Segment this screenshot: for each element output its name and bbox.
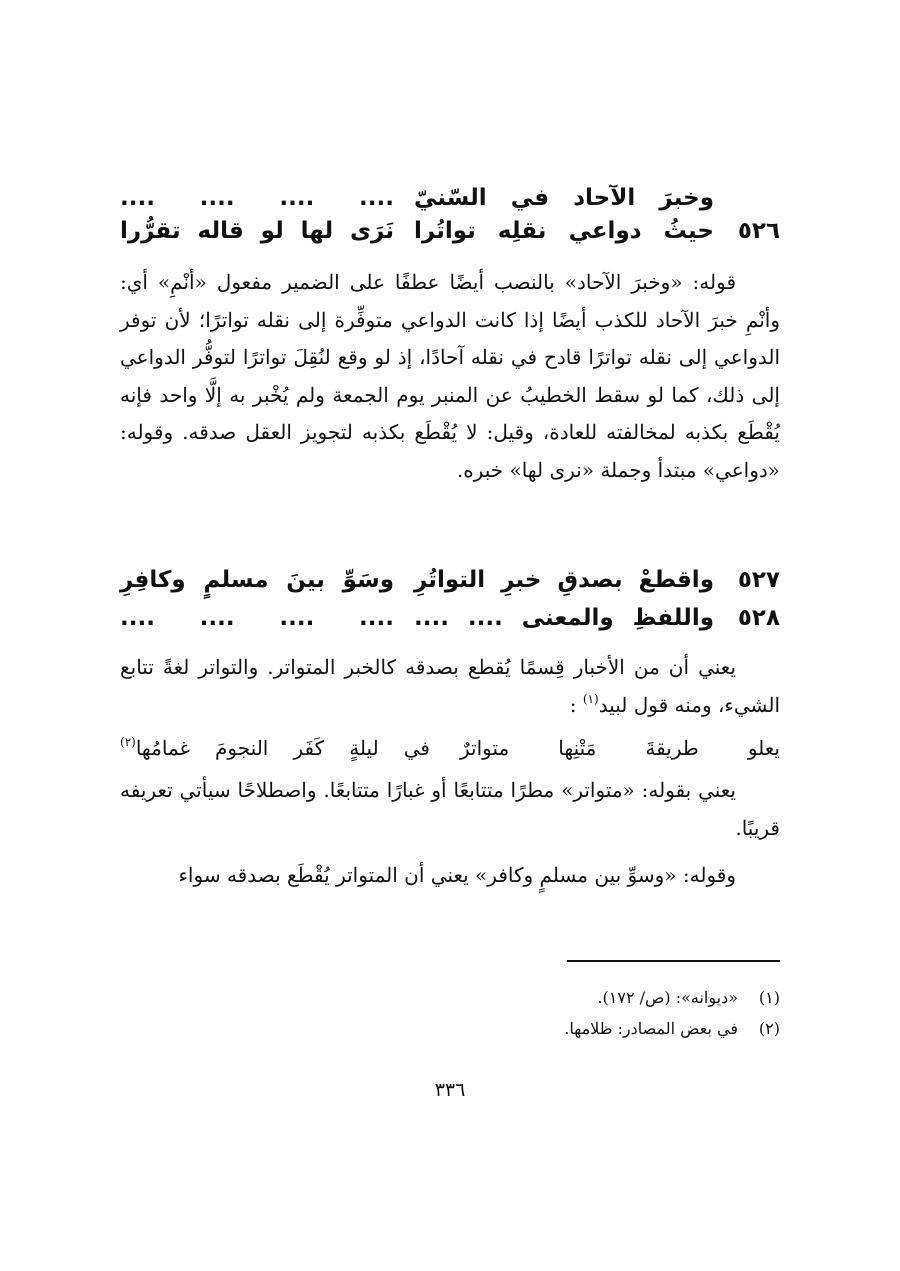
verse-number: ٥٢٦ <box>737 218 780 244</box>
verse-first-hemistich: واللفظِ والمعنى .... .... <box>414 605 714 631</box>
verse-line <box>120 180 780 216</box>
commentary-paragraph <box>120 649 780 724</box>
verse-number: ٥٢٨ <box>737 605 780 631</box>
paragraph-text: يعني أن من الأخبار قِسمًا يُقطع بصدقه كالخبر المتواتر. والتواتر لغةً تتابع الشيء، ومنه قول لبيد <box>120 655 780 717</box>
footnote-reference: (٢) <box>120 735 136 749</box>
cited-verse-second-hemistich <box>120 730 430 766</box>
footnote-divider <box>567 960 780 962</box>
verse-line <box>120 562 780 598</box>
footnote <box>120 1016 780 1042</box>
commentary-paragraph <box>120 772 780 847</box>
verse-number: ٥٢٧ <box>737 567 780 593</box>
cited-verse-first-hemistich: يعلو طريقةَ مَتْنِها متواترٌ <box>460 736 780 760</box>
footnote-text: «ديوانه»: (ص/ ١٧٢). <box>597 988 738 1007</box>
cited-verse <box>120 730 780 766</box>
page-number: ٣٣٦ <box>434 1079 466 1101</box>
paragraph-text: يعني بقوله: «متواتر» مطرًا متتابعًا أو غبارًا متتابعًا. واصطلاحًا سيأتي تعريفه قريبًا. <box>120 778 780 840</box>
footnote-number: (٢) <box>758 1019 780 1038</box>
verse-line <box>120 600 780 636</box>
cited-verse-second-text: في ليلةٍ كَفَر النجومَ غمامُها <box>135 736 430 760</box>
verse-line <box>120 213 780 249</box>
paragraph-text: وقوله: «وسوِّ بين مسلمٍ وكافر» يعني أن المتواتر يُقْطَع بصدقه سواء <box>178 863 736 887</box>
verse-second-hemistich: نَرَى لها لو قاله تقرُّرا <box>120 218 394 244</box>
footnote-text: في بعض المصادر: ظلامها. <box>564 1019 738 1038</box>
paragraph-text: قوله: «وخبرَ الآحاد» بالنصب أيضًا عطفًا على الضمير مفعول «أنْمِ» أي: وأنْمِ خبرَ الآحاد للكذب أيضًا إذا كانت الدواعي متوفِّرة إلى نقله تواترًا؛ لأن توفر الدواعي إلى نقله تواترًا قادح في نقله آحادًا، إذ لو وقع لنُقِلَ تواترًا لتوفُّر الدواعي إلى ذلك، كما لو سقط الخطيبُ عن المنبر يوم الجمعة ولم يُخْبر به إلَّا واحد فإنه يُقْطَع بكذبه لمخالفته للعادة، وقيل: لا يُقْطَع بكذبه لتجويز العقل صدقه. وقوله: «دواعي» مبتدأ وجملة «نرى لها» خبره. <box>120 270 780 482</box>
verse-second-hemistich: .... .... .... .... <box>120 605 394 631</box>
commentary-paragraph <box>120 857 780 895</box>
verse-first-hemistich: واقطعْ بصدقِ خبرِ التواتُرِ <box>414 567 714 593</box>
footnote <box>120 985 780 1011</box>
verse-first-hemistich: حيثُ دواعي نقلِه تواتُرا <box>414 218 714 244</box>
verse-first-hemistich: وخبرَ الآحاد في السّنيّ <box>414 185 714 211</box>
verse-second-hemistich: وسَوِّ بينَ مسلمٍ وكافِرِ <box>120 567 394 593</box>
footnote-reference: (١) <box>582 691 599 706</box>
verse-second-hemistich: .... .... .... .... <box>120 185 394 211</box>
paragraph-tail: : <box>569 692 583 717</box>
footnote-number: (١) <box>758 988 780 1007</box>
commentary-paragraph <box>120 264 780 489</box>
